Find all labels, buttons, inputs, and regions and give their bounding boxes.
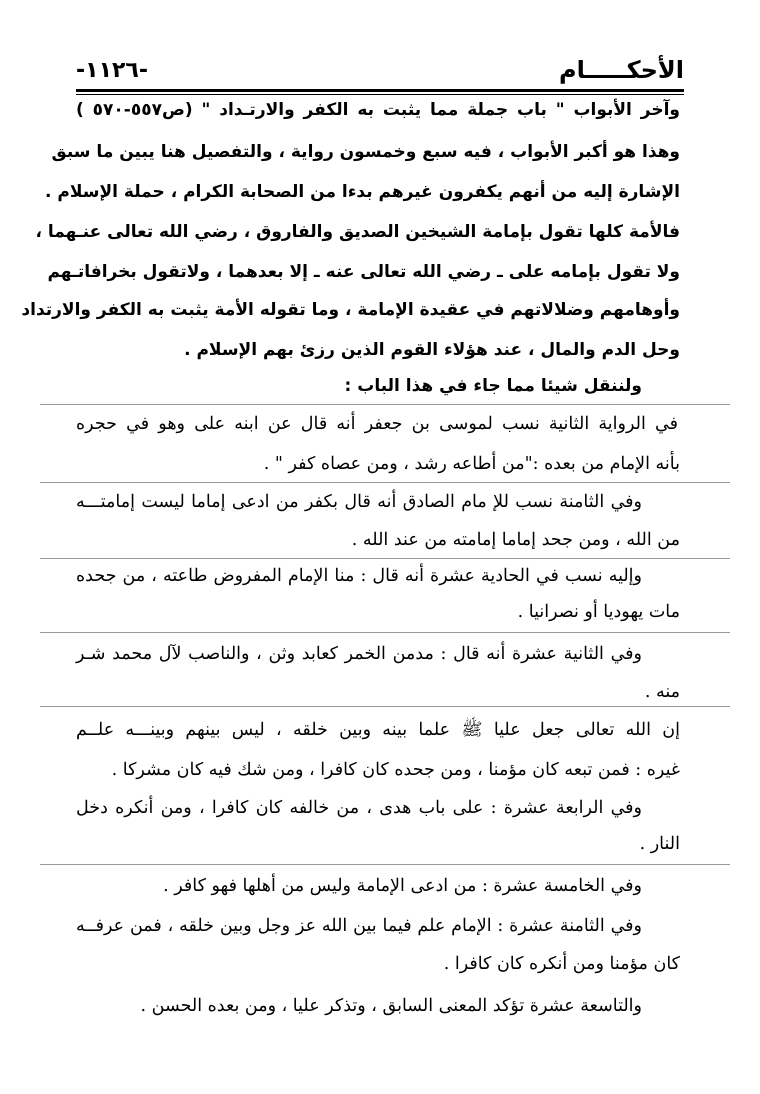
quote-line: وفي الثانية عشرة أنه قال : مدمن الخمر كعابد وثن ، والناصب لآل محمد شـر — [76, 644, 642, 664]
intro-line: وآخر الأبواب " باب جملة مما يثبت به الكفر والارتـداد " (ص٥٥٧-٥٧٠ ) — [76, 100, 680, 120]
intro-line: الإشارة إليه من أنهم يكفرون غيرهم بدءا من الصحابة الكرام ، حملة الإسلام . — [45, 182, 680, 202]
quote-line: وفي الخامسة عشرة : من ادعى الإمامة وليس من أهلها فهو كافر . — [163, 876, 642, 896]
intro-line: وهذا هو أكبر الأبواب ، فيه سبع وخمسون رواية ، والتفصيل هنا يبين ما سبق — [51, 142, 680, 162]
quote-separator — [40, 404, 730, 405]
intro-line: فالأمة كلها تقول بإمامة الشيخين الصديق والفاروق ، رضي الله تعالى عنـهما ، — [35, 222, 680, 242]
quote-line: وفي الثامنة عشرة : الإمام علم فيما بين الله عز وجل وبين خلقه ، فمن عرفــه — [76, 916, 642, 936]
quote-line: والتاسعة عشرة تؤكد المعنى السابق ، وتذكر عليا ، ومن بعده الحسن . — [140, 996, 642, 1016]
page-number: -١١٢٦- — [76, 58, 148, 83]
quote-separator — [40, 864, 730, 865]
header-rule-thin — [76, 94, 684, 95]
quote-line: غيره : فمن تبعه كان مؤمنا ، ومن جحده كان كافرا ، ومن شك فيه كان مشركا . — [111, 760, 680, 780]
quote-line: في الرواية الثانية نسب لموسى بن جعفر أنه قال عن ابنه على وهو في حجره — [76, 414, 678, 434]
intro-line: ولننقل شيئا مما جاء في هذا الباب : — [344, 376, 642, 396]
quote-separator — [40, 706, 730, 707]
quote-line: كان مؤمنا ومن أنكره كان كافرا . — [443, 954, 680, 974]
quote-line: بأنه الإمام من بعده :"من أطاعه رشد ، ومن عصاه كفر " . — [263, 454, 680, 474]
page-header — [76, 56, 684, 88]
quote-line: وفي الثامنة نسب للإ مام الصادق أنه قال بكفر من ادعى إماما ليست إمامتـــه — [76, 492, 642, 512]
quote-line: من الله ، ومن جحد إماما إمامته من عند الله . — [351, 530, 680, 550]
quote-line: مات يهوديا أو نصرانيا . — [517, 602, 680, 622]
intro-line: وحل الدم والمال ، عند هؤلاء القوم الذين رزئ بهم الإسلام . — [184, 340, 680, 360]
intro-line: ولا تقول بإمامه على ـ رضي الله تعالى عنه ـ إلا بعدهما ، ولاتقول بخرافاتـهم — [47, 262, 680, 282]
quote-line: إن الله تعالى جعل عليا ﷺ علما بينه وبين خلقه ، ليس بينهم وبينـــه علــم — [76, 720, 680, 740]
running-title: الأحكـــــام — [559, 56, 684, 84]
quote-line: النار . — [639, 834, 680, 854]
intro-line: وأوهامهم وضلالاتهم في عقيدة الإمامة ، وما تقوله الأمة يثبت به الكفر والارتداد — [21, 300, 680, 320]
header-rule-thick — [76, 89, 684, 92]
quote-separator — [40, 482, 730, 483]
quote-line: منه . — [644, 682, 680, 702]
quote-separator — [40, 558, 730, 559]
quote-line: وإليه نسب في الحادية عشرة أنه قال : منا الإمام المفروض طاعته ، من جحده — [76, 566, 642, 586]
quote-separator — [40, 632, 730, 633]
quote-line: وفي الرابعة عشرة : على باب هدى ، من خالفه كان كافرا ، ومن أنكره دخل — [76, 798, 642, 818]
